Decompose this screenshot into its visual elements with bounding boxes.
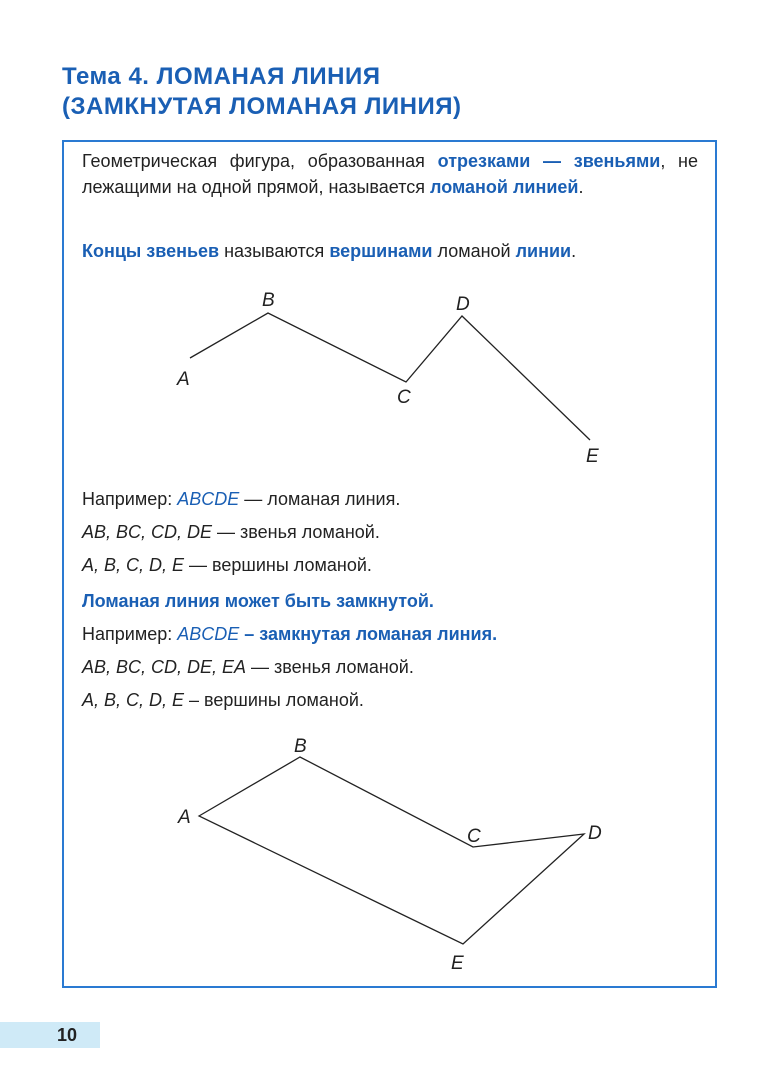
example2-line (82, 621, 497, 647)
closed-polyline (199, 757, 584, 944)
example1-prefix: Например: (82, 489, 178, 509)
closed-vertex-label-e: E (451, 953, 464, 974)
closed-vertex-label-a: A (178, 807, 191, 828)
definition-text-1: Геометрическая фигура, образованная (82, 151, 438, 171)
open-vertex-label-a: A (177, 369, 190, 390)
example2-name: ABCDE (177, 624, 240, 644)
definition-text-3: . (578, 177, 584, 197)
example2-vertices-suffix: – вершины ломаной. (184, 690, 364, 710)
example2-links-suffix: — звенья ломаной. (246, 657, 414, 677)
open-vertex-label-d: D (456, 294, 470, 315)
rule-text-1: называются (219, 241, 330, 261)
definition-term-polyline: ломаной линией (430, 177, 579, 197)
closed-vertex-label-c: C (467, 826, 481, 847)
page-number-tab (0, 1022, 100, 1048)
example1-vertices-suffix: — вершины ломаной. (184, 555, 372, 575)
example2-links-list: AB, BC, CD, DE, EA (82, 657, 247, 677)
rule-term-vertices: вершинами (329, 241, 433, 261)
open-vertex-label-c: C (397, 387, 411, 408)
example1-vertices (82, 552, 372, 578)
title-line-2: (ЗАМКНУТАЯ ЛОМАНАЯ ЛИНИЯ) (62, 93, 462, 120)
example1-links-suffix: — звенья ломаной. (212, 522, 380, 542)
rule-text-3: . (571, 241, 577, 261)
example2-suffix: – замкнутая ломаная линия. (239, 624, 498, 644)
title-line-1: Тема 4. ЛОМАНАЯ ЛИНИЯ (62, 63, 381, 90)
closed-rule: Ломаная линия может быть замкнутой. (82, 591, 434, 611)
definition-text-2: , не лежащими на одной прямой, называется (82, 151, 699, 197)
example2-links (82, 654, 414, 680)
closed-vertex-label-d: D (588, 823, 602, 844)
rule-term-line: линии (515, 241, 572, 261)
example2-vertices-list: A, B, C, D, E (82, 690, 185, 710)
open-vertex-label-b: B (262, 290, 275, 311)
example1-line (82, 486, 400, 512)
open-vertex-label-e: E (586, 446, 599, 467)
example1-links (82, 519, 380, 545)
rule-term-ends: Концы звеньев (82, 241, 220, 261)
example1-links-list: AB, BC, CD, DE (82, 522, 213, 542)
page-number: 10 (57, 1025, 78, 1045)
example2-vertices (82, 687, 364, 713)
closed-vertex-label-b: B (294, 736, 307, 757)
example1-vertices-list: A, B, C, D, E (82, 555, 185, 575)
open-polyline (190, 313, 590, 440)
definition-term-segments: отрезками — звеньями (437, 151, 661, 171)
rule-text-2: ломаной (432, 241, 516, 261)
example2-prefix: Например: (82, 624, 178, 644)
example1-name: ABCDE (177, 489, 240, 509)
example1-suffix: — ломаная линия. (239, 489, 401, 509)
